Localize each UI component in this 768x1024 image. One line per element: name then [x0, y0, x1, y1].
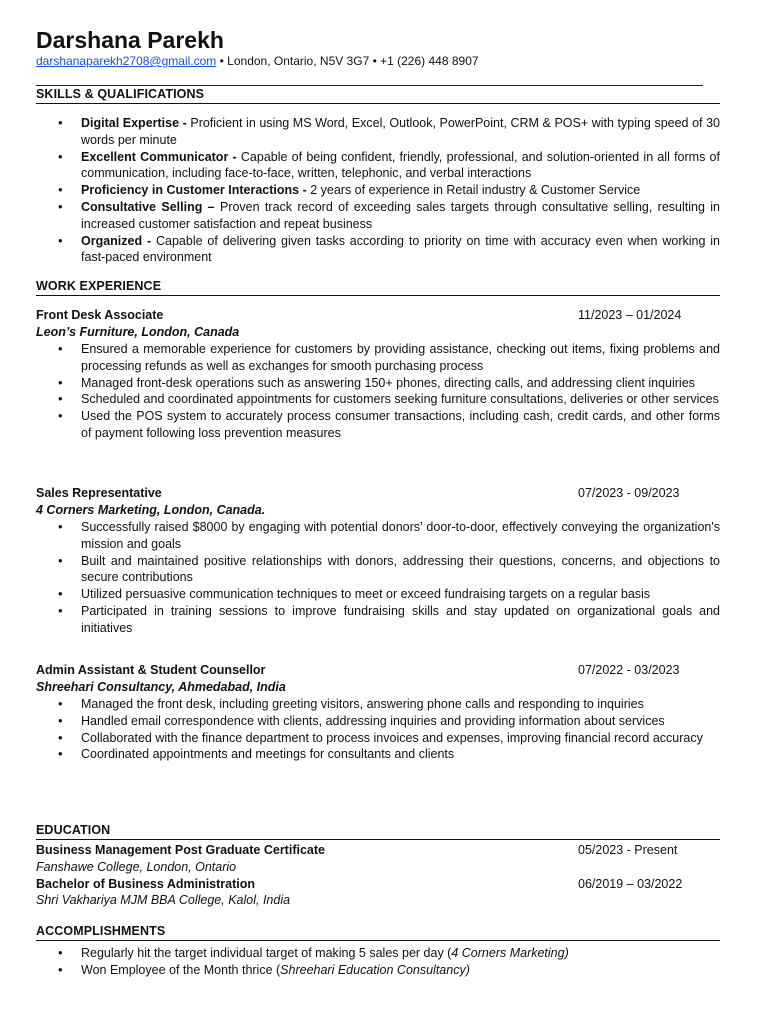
list-item [58, 115, 720, 149]
job-title: Sales Representative [36, 486, 162, 500]
contact-details: • London, Ontario, N5V 3G7 • +1 (226) 448 8907 [216, 54, 479, 68]
accomplishment-text: Won Employee of the Month thrice ( [81, 962, 281, 977]
job-bullets [58, 519, 720, 637]
degree-name: Bachelor of Business Administration [36, 877, 256, 891]
list-item: • Collaborated with the finance department to process invoices and expenses, improving financial record accuracy [58, 730, 720, 747]
accomplishment-source: Shreehari Education Consultancy) [280, 962, 470, 977]
list-item [58, 962, 720, 979]
candidate-name: Darshana Parekh [36, 27, 224, 53]
list-item: • Used the POS system to accurately process consumer transactions, including cash, credit cards, and other forms of payment following loss prevention measures [58, 408, 720, 442]
job-bullets [58, 696, 720, 763]
list-item: • Managed the front desk, including greeting visitors, answering phone calls and responding to inquiries [58, 696, 720, 713]
section-title-work: WORK EXPERIENCE [36, 279, 720, 296]
list-item: • Utilized persuasive communication techniques to meet or exceed fundraising targets on a regular basis [58, 586, 720, 603]
list-item [58, 182, 720, 199]
skill-text: Capable of being confident, friendly, professional, and solution-oriented in all forms of communication, including face-to-face, written, telephonic, and verbal interactions [81, 149, 720, 181]
accomplishment-text: Regularly hit the target individual target of making 5 sales per day ( [81, 946, 452, 960]
list-item [58, 199, 720, 233]
skill-text: Proficient in using MS Word, Excel, Outlook, PowerPoint, CRM & POS+ with typing speed of 30 words per minute [81, 116, 720, 147]
list-item [58, 945, 720, 962]
accomplishments-list [58, 945, 720, 979]
skill-text: Capable of delivering given tasks according to priority on time with accuracy even when working in fast-paced environment [81, 233, 720, 265]
list-item: • Participated in training sessions to improve fundraising skills and stay updated on organizational goals and initiatives [58, 603, 720, 637]
section-title-skills: SKILLS & QUALIFICATIONS [36, 87, 720, 104]
company-name: Leon’s Furniture, London, Canada [36, 325, 240, 339]
degree-name: Business Management Post Graduate Certificate [36, 843, 325, 857]
list-item: • Ensured a memorable experience for customers by providing assistance, checking out items, fixing problems and processing refunds as well as exchanges for smooth purchasing process [58, 341, 720, 375]
school-name: Shri Vakhariya MJM BBA College, Kalol, India [36, 893, 291, 907]
contact-line [36, 54, 479, 68]
job-dates: 07/2023 - 09/2023 [578, 486, 680, 500]
list-item [58, 233, 720, 267]
list-item [58, 149, 720, 183]
list-item: • Built and maintained positive relationships with donors, addressing their questions, concerns, and objections to secure contributions [58, 553, 720, 587]
job-bullets [58, 341, 720, 442]
section-title-education: EDUCATION [36, 823, 720, 840]
skill-text: Proven track record of exceeding sales targets through consultative selling, resulting in increased customer satisfaction and repeat business [81, 199, 720, 231]
job-title: Admin Assistant & Student Counsellor [36, 663, 266, 677]
section-title-accomplishments: ACCOMPLISHMENTS [36, 924, 720, 941]
skill-label: Consultative Selling – [81, 199, 220, 214]
degree-dates: 06/2019 – 03/2022 [578, 877, 683, 891]
skills-list [58, 115, 720, 266]
list-item: • Coordinated appointments and meetings for consultants and clients [58, 746, 720, 763]
company-name: 4 Corners Marketing, London, Canada. [36, 503, 266, 517]
skill-label: Digital Expertise - [81, 116, 191, 130]
job-title: Front Desk Associate [36, 308, 164, 322]
skill-label: Excellent Communicator - [81, 149, 241, 164]
email-link[interactable]: darshanaparekh2708@gmail.com [36, 54, 217, 68]
degree-dates: 05/2023 - Present [578, 843, 678, 857]
header-rule [36, 85, 703, 86]
skill-label: Proficiency in Customer Interactions - [81, 183, 311, 198]
skill-text: 2 years of experience in Retail industry & Customer Service [310, 183, 641, 198]
job-dates: 11/2023 – 01/2024 [578, 308, 682, 322]
job-dates: 07/2022 - 03/2023 [578, 663, 680, 677]
company-name: Shreehari Consultancy, Ahmedabad, India [36, 680, 286, 694]
skill-label: Organized - [81, 233, 156, 248]
list-item: • Scheduled and coordinated appointments for customers seeking furniture consultations, deliveries or other services [58, 391, 720, 408]
list-item: • Managed front-desk operations such as answering 150+ phones, directing calls, and addressing client inquiries [58, 375, 720, 392]
list-item: • Successfully raised $8000 by engaging with potential donors’ door-to-door, effectively conveying the organization's mission and goals [58, 519, 720, 553]
list-item: • Handled email correspondence with clients, addressing inquiries and providing information about services [58, 713, 720, 730]
accomplishment-source: 4 Corners Marketing) [451, 946, 569, 960]
school-name: Fanshawe College, London, Ontario [36, 860, 237, 874]
